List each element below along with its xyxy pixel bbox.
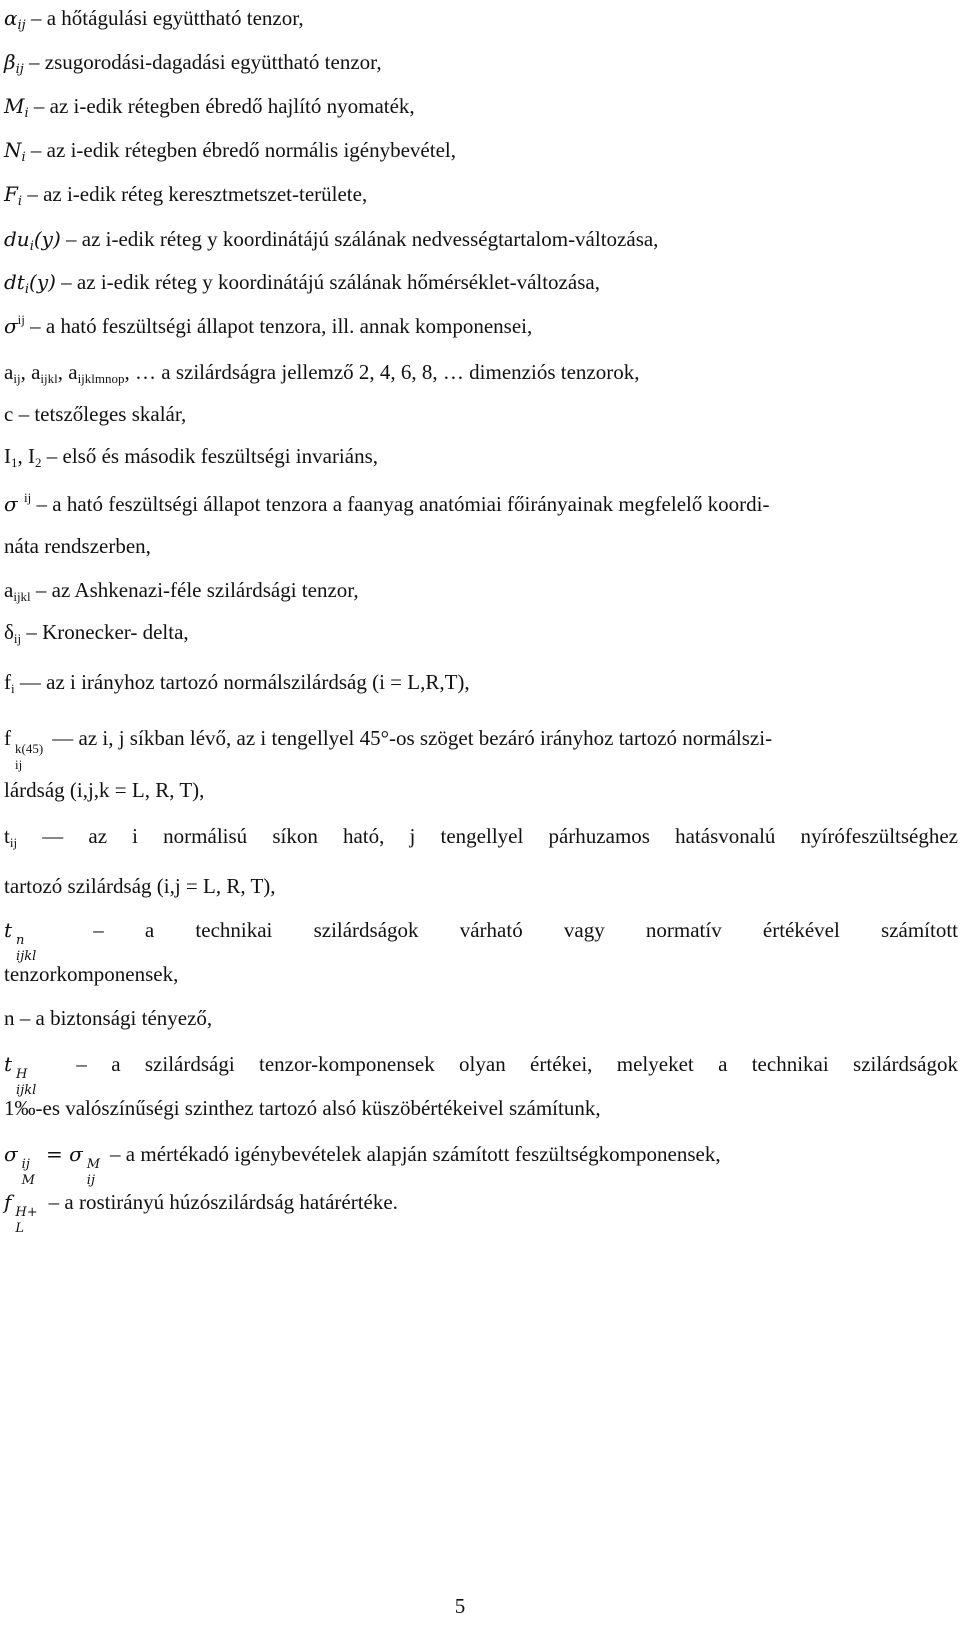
def-a-tensors xyxy=(4,358,958,386)
def-text: n – a biztonsági tényező, xyxy=(4,1006,213,1030)
a-ijkl-symbol: $a_{ijkl}$ xyxy=(4,578,31,604)
a-tensor-symbols: $a_{ij}$, $a_{ijkl}$, $a_{ijklmnop}$, … xyxy=(4,360,157,386)
def-t-ij-cont xyxy=(4,872,958,900)
def-M xyxy=(4,92,958,120)
def-text: – az i-edik réteg y koordinátájú szálának hőmérséklet-változása, xyxy=(61,270,600,294)
def-text: a szilárdságra jellemző 2, 4, 6, 8, … dimenziós tenzorok, xyxy=(161,360,640,384)
def-text: – az i-edik réteg keresztmetszet-területe, xyxy=(27,182,368,206)
beta-symbol: $\beta_{ij}$ xyxy=(4,50,24,77)
dt-symbol: $dt_i(y)$ xyxy=(4,270,56,297)
def-text: – a ható feszültségi állapot tenzora, ill. annak komponensei, xyxy=(30,314,533,338)
def-text: – a technikai szilárdságok várható vagy normatív értékével számított xyxy=(93,918,959,942)
def-f-i xyxy=(4,668,958,696)
def-text: – Kronecker- delta, xyxy=(26,620,189,644)
def-text: – az i-edik réteg y koordinátájú szálának nedvességtartalom-változása, xyxy=(66,227,659,251)
def-c xyxy=(4,400,958,428)
def-text: — az i irányhoz tartozó normálszilárdság (i = L,R,T), xyxy=(19,670,470,694)
def-N xyxy=(4,136,958,164)
def-F xyxy=(4,180,958,208)
def-text: — az i normálisú síkon ható, j tengellyel párhuzamos hatásvonalú nyírófeszültséghez xyxy=(42,824,958,848)
def-beta xyxy=(4,48,958,76)
def-text: tenzorkomponensek, xyxy=(4,962,179,986)
def-t-ij xyxy=(4,822,958,850)
def-sigma-anatomical xyxy=(4,490,958,518)
def-du xyxy=(4,225,958,253)
def-t-n xyxy=(4,916,959,964)
f-ij45-symbol: f k(45) ij xyxy=(4,726,44,772)
def-alpha xyxy=(4,4,958,32)
def-a-ijkl xyxy=(4,576,958,604)
def-f-ij45 xyxy=(4,724,958,772)
def-text: – az Ashkenazi-féle szilárdsági tenzor, xyxy=(35,578,359,602)
t-n-symbol: t n ijkl xyxy=(4,918,37,964)
def-t-H xyxy=(4,1050,958,1098)
def-sigma xyxy=(4,312,958,340)
def-n xyxy=(4,1004,958,1032)
def-dt xyxy=(4,268,958,296)
def-text: – a ható feszültségi állapot tenzora a faanyag anatómiai főirányainak megfelelő koordi- xyxy=(36,492,770,516)
def-text: – zsugorodási-dagadási együttható tenzor, xyxy=(29,50,382,74)
def-f-ij45-cont xyxy=(4,776,958,804)
def-text: – az i-edik rétegben ébredő hajlító nyomaték, xyxy=(33,94,415,118)
f-LH-symbol: f H+ L xyxy=(4,1190,38,1236)
def-text: — az i, j síkban lévő, az i tengellyel 45°-os szöget bezáró irányhoz tartozó normálszi- xyxy=(52,726,773,750)
def-text: 1‰-es valószínűségi szinthez tartozó alsó küszöbértékeivel számítunk, xyxy=(4,1096,601,1120)
alpha-symbol: $\alpha_{ij}$ xyxy=(4,6,26,33)
def-text: – a mértékadó igénybevételek alapján számított feszültségkomponensek, xyxy=(110,1142,721,1166)
def-text: – az i-edik rétegben ébredő normális igénybevétel, xyxy=(30,138,456,162)
def-text: – a szilárdsági tenzor-komponensek olyan értékei, melyeket a technikai szilárdságok xyxy=(76,1052,958,1076)
t-ij-symbol: $t_{ij}$ xyxy=(4,824,18,850)
sigma-M-symbol: σ ij M = σ M ij xyxy=(4,1142,101,1188)
def-f-LH xyxy=(4,1188,958,1236)
sigma-symbol: σ $^{ij}$ xyxy=(4,490,32,516)
N-symbol: $N_i$ xyxy=(4,138,26,165)
def-t-H-cont xyxy=(4,1094,958,1122)
F-symbol: $F_i$ xyxy=(4,182,23,209)
def-t-n-cont xyxy=(4,960,958,988)
page-number: 5 xyxy=(454,1594,466,1618)
def-text: – a hőtágulási együttható tenzor, xyxy=(30,6,304,30)
M-symbol: $M_i$ xyxy=(4,94,29,121)
delta-symbol: $\delta_{ij}$ xyxy=(4,620,22,646)
I-symbols: $I_1$, $I_2$ xyxy=(4,444,42,470)
t-H-symbol: t H ijkl xyxy=(4,1052,37,1098)
def-text: – a rostirányú húzószilárdság határértéke. xyxy=(48,1190,398,1214)
def-sigma-anatomical-cont xyxy=(4,532,958,560)
def-text: náta rendszerben, xyxy=(4,534,151,558)
du-symbol: $du_i(y)$ xyxy=(4,227,61,254)
def-text: c – tetszőleges skalár, xyxy=(4,402,187,426)
def-text: tartozó szilárdság (i,j = L, R, T), xyxy=(4,874,276,898)
f-i-symbol: $f_i$ xyxy=(4,670,15,696)
def-text: lárdság (i,j,k = L, R, T), xyxy=(4,778,205,802)
sigma-symbol: $\sigma^{ij}$ xyxy=(4,312,25,338)
def-text: – első és második feszültségi invariáns, xyxy=(46,444,379,468)
def-sigma-M xyxy=(4,1140,958,1188)
def-invariants xyxy=(4,442,958,470)
def-delta xyxy=(4,618,958,646)
